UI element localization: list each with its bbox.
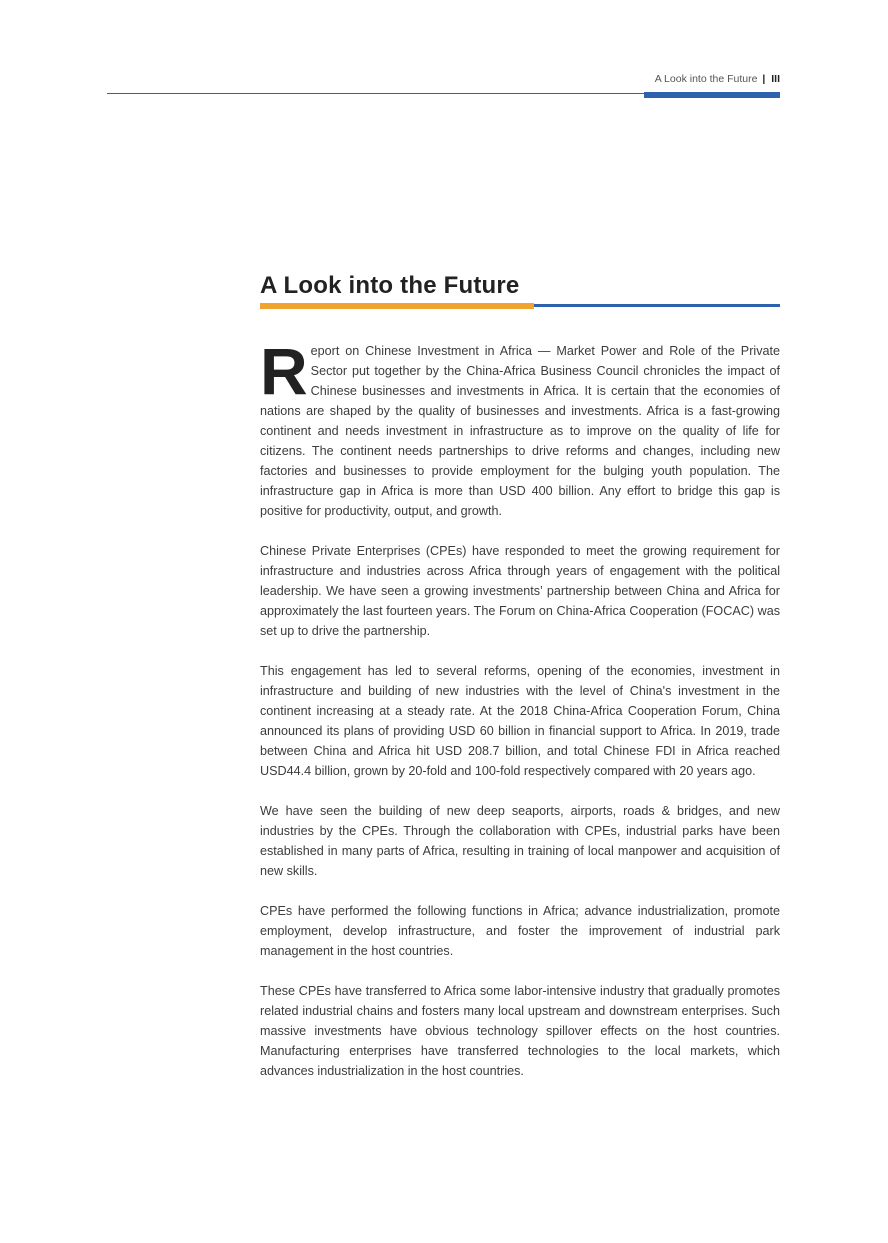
title-underline-blue: [534, 304, 780, 307]
page-title: A Look into the Future: [260, 272, 520, 299]
running-header-separator: |: [762, 73, 766, 85]
running-header-title: A Look into the Future: [654, 73, 758, 85]
paragraph-6: These CPEs have transferred to Africa some labor-intensive industry that gradually promotes related industrial chains and fosters many local upstream and downstream enterprises. Such massive investments have obvious technology spillover effects on the host countries. Manufacturing enterprises have transferred technologies to the local markets, which advances industrialization in the host countries.: [260, 984, 780, 1078]
paragraph-1-text: eport on Chinese Investment in Africa — Market Power and Role of the Private Sector put together by the China-Africa Business Council chronicles the impact of Chinese businesses and investments in Africa. It is certain that the economies of nations are shaped by the quality of businesses and investments. Africa is a fast-growing continent and needs investment in infrastructure as to improve on the quality of life for citizens. The continent needs partnerships to drive reforms and changes, including new factories and businesses to provide employment for the bulging youth population. The infrastructure gap in Africa is more than USD 400 billion. Any effort to bridge this gap is positive for productivity, output, and growth.: [260, 344, 780, 518]
paragraph-3: This engagement has led to several reforms, opening of the economies, investment in infrastructure and building of new industries with the level of China's investment in the continent increasing at a steady rate. At the 2018 China-Africa Cooperation Forum, China announced its plans of providing USD 60 billion in financial support to Africa. In 2019, trade between China and Africa hit USD 208.7 billion, and total Chinese FDI in Africa reached USD44.4 billion, grown by 20-fold and 100-fold respectively compared with 20 years ago.: [260, 664, 780, 778]
paragraph-1: [260, 334, 780, 521]
running-header: [0, 73, 780, 85]
paragraph-4: We have seen the building of new deep seaports, airports, roads & bridges, and new industries by the CPEs. Through the collaboration with CPEs, industrial parks have been established in many parts of Africa, resulting in training of local manpower and acquisition of new skills.: [260, 804, 780, 878]
paragraph-2: Chinese Private Enterprises (CPEs) have responded to meet the growing requirement for infrastructure and industries across Africa through years of engagement with the political leadership. We have seen a growing investments’ partnership between China and Africa for approximately the last fourteen years. The Forum on China-Africa Cooperation (FOCAC) was set up to drive the partnership.: [260, 544, 780, 638]
header-accent-bar: [644, 92, 780, 98]
drop-cap: R: [260, 334, 308, 408]
title-underline-orange: [260, 303, 534, 309]
paragraph-5: CPEs have performed the following functions in Africa; advance industrialization, promote employment, develop infrastructure, and foster the improvement of industrial park management in the host countries.: [260, 904, 780, 958]
page-number: III: [771, 73, 780, 85]
article-body: [260, 334, 780, 1101]
